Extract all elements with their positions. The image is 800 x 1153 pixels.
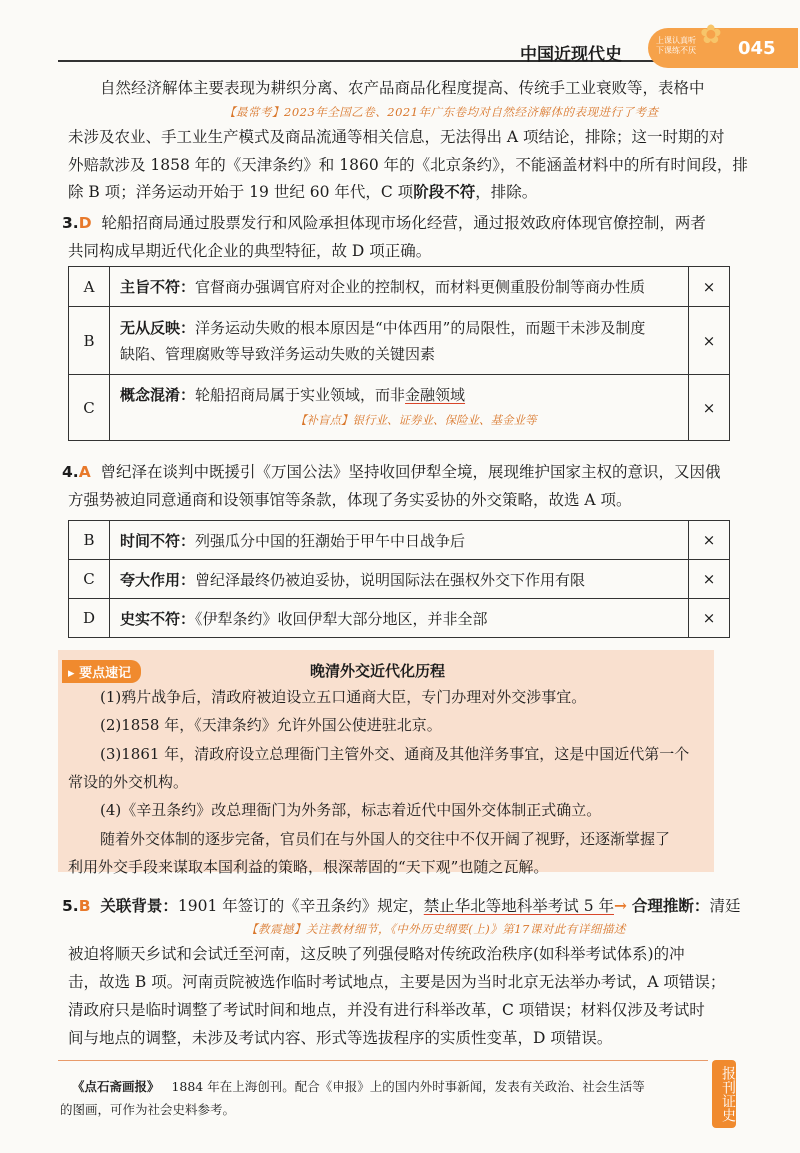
row-label: 时间不符： [120, 531, 196, 550]
side-tab: 报刊证史 [712, 1060, 736, 1128]
row-text: 列强瓜分中国的狂潮始于甲午中日战争后 [195, 531, 466, 550]
q4-text1: 曾纪泽在谈判中既援引《万国公法》坚持收回伊犁全境，展现维护国家主权的意识，又因俄 [100, 463, 721, 481]
row-content [110, 375, 689, 441]
slogan-line2: 下课练不厌 [656, 46, 696, 55]
slogan [656, 36, 696, 56]
q5-line3: 击，故选 B 项。河南贡院被选作临时考试地点，主要是因为当时北京无法举办考试，A 项错误； [68, 973, 726, 991]
q3-text1: 轮船招商局通过股票发行和风险承担体现市场化经营，通过报效政府体现官僚控制，两者 [101, 214, 706, 232]
slogan-line1: 上课认真听 [656, 36, 696, 45]
intro-note: 【最常考】2023年全国乙卷、2021年广东卷均对自然经济解体的表现进行了考查 [224, 105, 659, 119]
wrong-mark: × [689, 375, 730, 441]
row-letter: D [69, 599, 110, 638]
row-note: 【补盲点】银行业、证券业、保险业、基金业等 [295, 413, 537, 427]
keypoint-3b: 常设的外交机构。 [68, 773, 189, 791]
table-row [69, 560, 730, 599]
row-letter: B [69, 307, 110, 375]
intro-line2: 未涉及农业、手工业生产模式及商品流通等相关信息，无法得出 A 项结论，排除；这一时期的对 [68, 128, 725, 146]
keypoint-5b: 利用外交手段来谋取本国利益的策略，根深蒂固的“天下观”也随之瓦解。 [68, 858, 549, 876]
intro-line4-pre: 除 B 项；洋务运动开始于 19 世纪 60 年代，C 项 [68, 183, 414, 201]
row-label: 主旨不符： [120, 278, 196, 296]
keypoint-2: (2)1858 年，《天津条约》允许外国公使进驻北京。 [100, 716, 442, 734]
row-text: 洋务运动失败的根本原因是“中体西用”的局限性，而题干未涉及制度 [195, 318, 646, 337]
wrong-mark: × [689, 560, 730, 599]
page-number: 045 [738, 38, 776, 59]
q3-number: 3. [62, 214, 79, 232]
footer-title: 《点石斋画报》 [72, 1079, 160, 1094]
row-text2: 缺陷、管理腐败等导致洋务运动失败的关键因素 [120, 344, 436, 363]
star-icon: ✿ [700, 20, 722, 50]
row-content [110, 560, 689, 599]
keypoint-1: (1)鸦片战争后，清政府被迫设立五口通商大臣，专门办理对外交涉事宜。 [100, 688, 587, 706]
q5-text1-underlined: 禁止华北等地科举考试 5 年 [423, 897, 614, 915]
keypoint-4: (4)《辛丑条约》改总理衙门为外务部，标志着近代中国外交体制正式确立。 [100, 801, 602, 819]
table-row [69, 267, 730, 307]
row-content [110, 307, 689, 375]
wrong-mark: × [689, 307, 730, 375]
q5-label1: 关联背景： [100, 896, 178, 915]
q3-options-table [68, 266, 730, 441]
intro-text: 自然经济解体主要表现为耕织分离、农产品商品化程度提高、传统手工业衰败等，表格中 [100, 79, 705, 97]
footer-text1: 1884 年在上海创刊。配合《申报》上的国内外时事新闻，发表有关政治、社会生活等 [171, 1079, 645, 1094]
row-label: 概念混淆： [120, 386, 196, 404]
q5-answer: B [78, 897, 91, 915]
q5-line1 [62, 896, 740, 916]
row-letter: B [69, 521, 110, 560]
q3-answer: D [78, 214, 92, 232]
page-header-title: 中国近现代史 [520, 45, 622, 65]
footer-line2: 的图画，可作为社会史料参考。 [60, 1102, 236, 1117]
q5-text2: 清廷 [709, 897, 741, 915]
row-label: 无从反映： [120, 318, 196, 337]
q5-line4: 清政府只是临时调整了考试时间和地点，并没有进行科举改革，C 项错误；材料仅涉及考试时 [68, 1001, 705, 1019]
table-row [69, 599, 730, 638]
keypoint-3a: (3)1861 年，清政府设立总理衙门主管外交、通商及其他洋务事宜，这是中国近代第一个 [100, 745, 690, 763]
row-label: 夸大作用： [120, 570, 196, 589]
q4-line1 [62, 462, 721, 482]
row-text: 轮船招商局属于实业领域，而非 [195, 386, 406, 404]
intro-line4-post: ，排除。 [475, 183, 538, 201]
intro-line3: 外赔款涉及 1858 年的《天津条约》和 1860 年的《北京条约》，不能涵盖材料中的所有时间段，排 [68, 156, 748, 174]
keypoints-tag-icon: ▸ [68, 666, 80, 681]
intro-line4 [68, 182, 537, 202]
keypoint-5a: 随着外交体制的逐步完备，官员们在与外国人的交往中不仅开阔了视野，还逐渐掌握了 [100, 830, 671, 848]
wrong-mark: × [689, 267, 730, 307]
intro-line1 [100, 78, 705, 98]
row-letter: C [69, 560, 110, 599]
table-row [69, 307, 730, 375]
wrong-mark: × [689, 521, 730, 560]
footer-line1 [72, 1076, 645, 1097]
q5-number: 5. [62, 897, 79, 915]
row-text-underlined: 金融领域 [405, 386, 466, 404]
q5-text1: 1901 年签订的《辛丑条约》规定， [177, 897, 424, 915]
row-text: 曾纪泽最终仍被迫妥协，说明国际法在强权外交下作用有限 [195, 570, 586, 589]
arrow-icon: → [613, 896, 627, 915]
keypoints-tag [62, 660, 141, 683]
row-letter: A [69, 267, 110, 307]
footer-rule [58, 1060, 708, 1061]
q4-answer: A [78, 463, 91, 481]
row-content [110, 267, 689, 307]
q5-label2: 合理推断： [631, 896, 710, 915]
wrong-mark: × [689, 599, 730, 638]
q3-line1 [62, 213, 706, 233]
q5-note: 【教震撼】关注教材细节，《中外历史纲要(上)》第17课对此有详细描述 [246, 922, 626, 936]
q4-number: 4. [62, 463, 79, 481]
q5-line2: 被迫将顺天乡试和会试迁至河南，这反映了列强侵略对传统政治秩序(如科举考试体系)的冲 [68, 945, 685, 963]
table-row [69, 375, 730, 441]
q4-options-table [68, 520, 730, 638]
row-content [110, 599, 689, 638]
row-text: 官督商办强调官府对企业的控制权，而材料更侧重股份制等商办性质 [195, 278, 646, 296]
intro-line4-bold: 阶段不符 [413, 182, 476, 201]
keypoints-title: 晚清外交近代化历程 [310, 662, 446, 680]
keypoints-tag-text: 要点速记 [79, 666, 132, 681]
q3-line2: 共同构成早期近代化企业的典型特征，故 D 项正确。 [68, 242, 432, 260]
row-letter: C [69, 375, 110, 441]
row-text: 《伊犁条约》收回伊犁大部分地区，并非全部 [195, 609, 488, 628]
table-row [69, 521, 730, 560]
q4-line2: 方强势被迫同意通商和设领事馆等条款，体现了务实妥协的外交策略，故选 A 项。 [68, 491, 632, 509]
q5-line5: 间与地点的调整，未涉及考试内容、形式等选拔程序的实质性变革，D 项错误。 [68, 1029, 613, 1047]
row-label: 史实不符： [120, 609, 196, 628]
row-content [110, 521, 689, 560]
